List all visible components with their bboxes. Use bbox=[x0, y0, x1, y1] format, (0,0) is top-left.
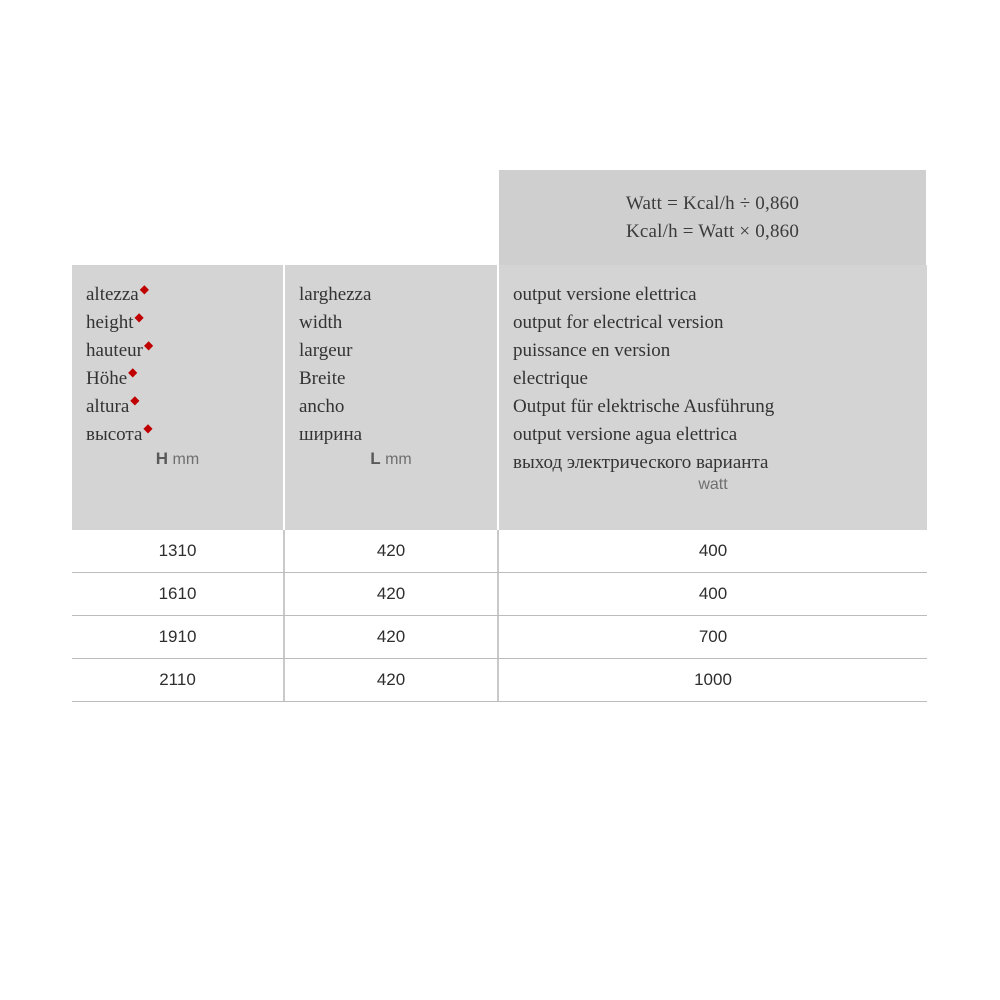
output-unit-text: watt bbox=[698, 476, 728, 494]
diamond-icon: ◆ bbox=[139, 281, 149, 296]
header-cell-height bbox=[72, 265, 285, 530]
height-label-fr: hauteur◆ bbox=[86, 337, 154, 361]
diamond-icon: ◆ bbox=[130, 393, 140, 408]
height-label-list bbox=[86, 281, 283, 449]
formula-line-watt: Watt = Kcal/h ÷ 0,860 bbox=[625, 192, 800, 214]
height-label-it: altezza◆ bbox=[86, 281, 149, 305]
diamond-icon: ◆ bbox=[143, 421, 153, 436]
height-unit bbox=[86, 449, 283, 505]
header-cell-width bbox=[285, 265, 499, 530]
cell-width: 420 bbox=[285, 659, 499, 701]
width-label-ru: ширина bbox=[299, 423, 363, 445]
table-header-row bbox=[72, 265, 927, 530]
formula-line-kcal: Kcal/h = Watt × 0,860 bbox=[625, 220, 800, 242]
output-unit bbox=[513, 476, 927, 530]
width-unit-text: mm bbox=[385, 450, 412, 468]
width-label-list bbox=[299, 281, 497, 449]
height-label-es: altura◆ bbox=[86, 393, 140, 417]
cell-watt: 700 bbox=[698, 627, 728, 647]
output-label-list bbox=[513, 281, 927, 476]
height-label-en: height◆ bbox=[86, 309, 144, 333]
header-cell-output bbox=[499, 265, 927, 530]
table-row bbox=[72, 659, 927, 702]
output-label-it: output versione elettrica bbox=[513, 284, 697, 305]
diamond-icon: ◆ bbox=[128, 365, 138, 380]
output-label-de: Output für elektrische Ausführung bbox=[513, 395, 775, 417]
conversion-formula-cell bbox=[499, 170, 927, 265]
table-row bbox=[72, 616, 927, 659]
output-label-en: output for electrical version bbox=[513, 311, 724, 333]
width-label-it: larghezza bbox=[299, 284, 372, 305]
cell-height: 1310 bbox=[72, 530, 285, 572]
diamond-icon: ◆ bbox=[143, 337, 154, 352]
table-row bbox=[72, 573, 927, 616]
output-label-fr-1: puissance en version bbox=[513, 339, 671, 361]
cell-width: 420 bbox=[285, 530, 499, 572]
diamond-icon: ◆ bbox=[134, 309, 144, 324]
formula-band-spacer bbox=[72, 170, 499, 265]
width-label-en: width bbox=[299, 311, 343, 333]
width-label-de: Breite bbox=[299, 367, 346, 389]
output-label-ru: выход электрического варианта bbox=[513, 451, 769, 473]
output-label-fr-2: electrique bbox=[513, 367, 588, 389]
table-row bbox=[72, 530, 927, 573]
height-unit-text: mm bbox=[172, 450, 200, 468]
formula-band bbox=[72, 170, 927, 265]
cell-width: 420 bbox=[285, 616, 499, 658]
width-unit bbox=[299, 449, 497, 505]
output-label-it-2: output versione agua elettrica bbox=[513, 423, 738, 445]
height-label-de: Höhe◆ bbox=[86, 365, 138, 389]
width-unit-symbol: L bbox=[370, 448, 381, 468]
width-label-es: ancho bbox=[299, 395, 345, 417]
height-unit-symbol: H bbox=[155, 448, 169, 468]
specification-table bbox=[72, 170, 927, 702]
width-label-fr: largeur bbox=[299, 339, 353, 361]
cell-watt: 1000 bbox=[694, 670, 732, 690]
cell-watt: 400 bbox=[698, 541, 728, 561]
cell-width: 420 bbox=[285, 573, 499, 615]
cell-watt: 400 bbox=[698, 584, 728, 604]
cell-height: 1610 bbox=[72, 573, 285, 615]
height-label-ru: высота◆ bbox=[86, 421, 153, 445]
cell-height: 1910 bbox=[72, 616, 285, 658]
cell-height: 2110 bbox=[72, 659, 285, 701]
